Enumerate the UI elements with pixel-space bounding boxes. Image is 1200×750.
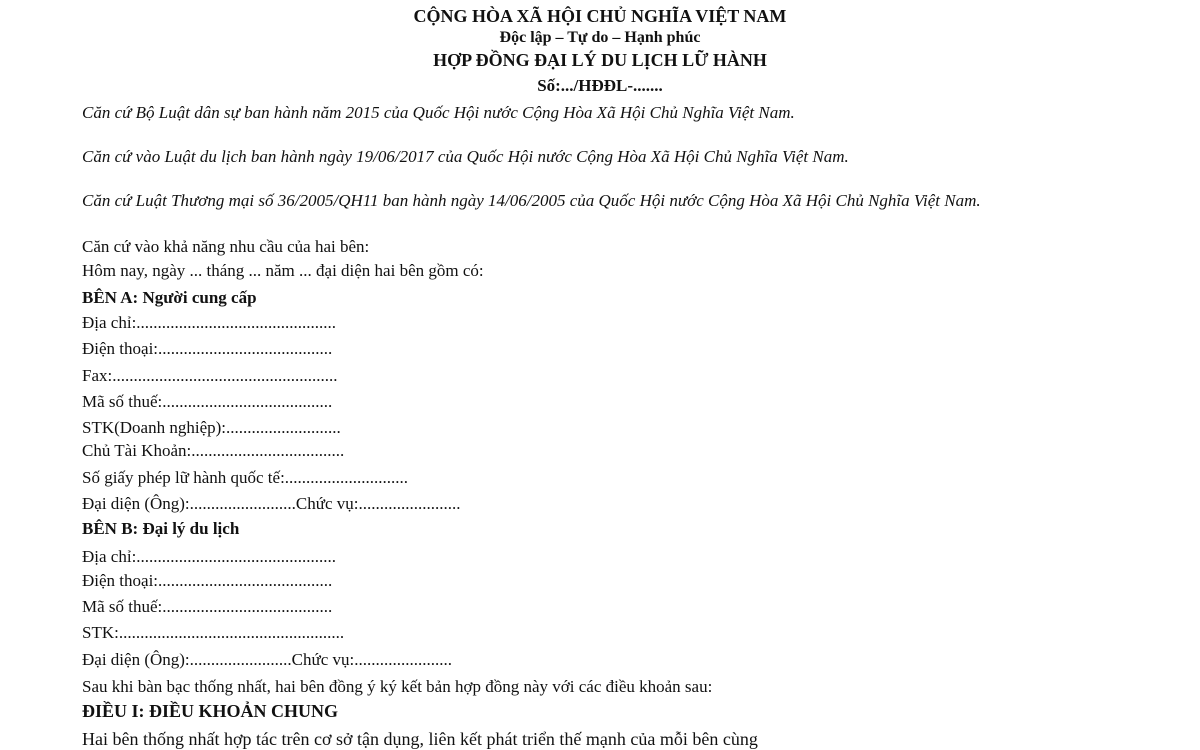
intro-line: Hôm nay, ngày ... tháng ... năm ... đại diện hai bên gồm có: [82,261,484,280]
party-a-heading: BÊN A: Người cung cấp [82,288,257,307]
article-1-heading: ĐIỀU I: ĐIỀU KHOẢN CHUNG [82,701,339,721]
party-a-fax: Fax:..................................................... [82,366,338,385]
legal-basis-commerce-law: Căn cứ Luật Thương mại số 36/2005/QH11 ban hành ngày 14/06/2005 của Quốc Hội nước Cộng Hòa Xã Hội Chủ Nghĩa Việt Nam. [82,191,981,210]
agreement-statement: Sau khi bàn bạc thống nhất, hai bên đồng ý ký kết bản hợp đồng này với các điều khoản sau: [82,677,713,696]
contract-number: Số:.../HĐĐL-....... [537,76,663,95]
party-b-representative: Đại diện (Ông):........................Chức vụ:....................... [82,650,452,669]
party-a-representative: Đại diện (Ông):.........................Chức vụ:........................ [82,494,461,513]
party-a-license: Số giấy phép lữ hành quốc tế:............................. [82,468,409,487]
party-a-account-holder: Chủ Tài Khoản:.................................... [82,441,345,460]
party-a-address: Địa chỉ:............................................... [82,313,337,332]
party-a-tax-code: Mã số thuế:........................................ [82,392,333,411]
party-b-phone: Điện thoại:......................................... [82,571,333,590]
party-b-bank-account: STK:..................................................... [82,623,345,642]
motto: Độc lập – Tự do – Hạnh phúc [499,29,701,46]
intro-line: Căn cứ vào khả năng nhu cầu của hai bên: [82,237,370,256]
party-a-bank-account: STK(Doanh nghiệp):........................... [82,418,341,437]
article-1-text: Hai bên thống nhất hợp tác trên cơ sở tận dụng, liên kết phát triển thế mạnh của mỗi bên cùng [82,729,758,749]
legal-basis-tourism-law: Căn cứ vào Luật du lịch ban hành ngày 19/06/2017 của Quốc Hội nước Cộng Hòa Xã Hội Chủ Nghĩa Việt Nam. [82,147,849,166]
party-b-address: Địa chỉ:............................................... [82,547,337,566]
party-b-heading: BÊN B: Đại lý du lịch [82,519,240,538]
national-title: CỘNG HÒA XÃ HỘI CHỦ NGHĨA VIỆT NAM [413,6,787,26]
party-a-phone: Điện thoại:......................................... [82,339,333,358]
party-b-tax-code: Mã số thuế:........................................ [82,597,333,616]
contract-title: HỢP ĐỒNG ĐẠI LÝ DU LỊCH LỮ HÀNH [433,50,767,70]
legal-basis-civil-code: Căn cứ Bộ Luật dân sự ban hành năm 2015 của Quốc Hội nước Cộng Hòa Xã Hội Chủ Nghĩa Việt Nam. [82,103,795,122]
